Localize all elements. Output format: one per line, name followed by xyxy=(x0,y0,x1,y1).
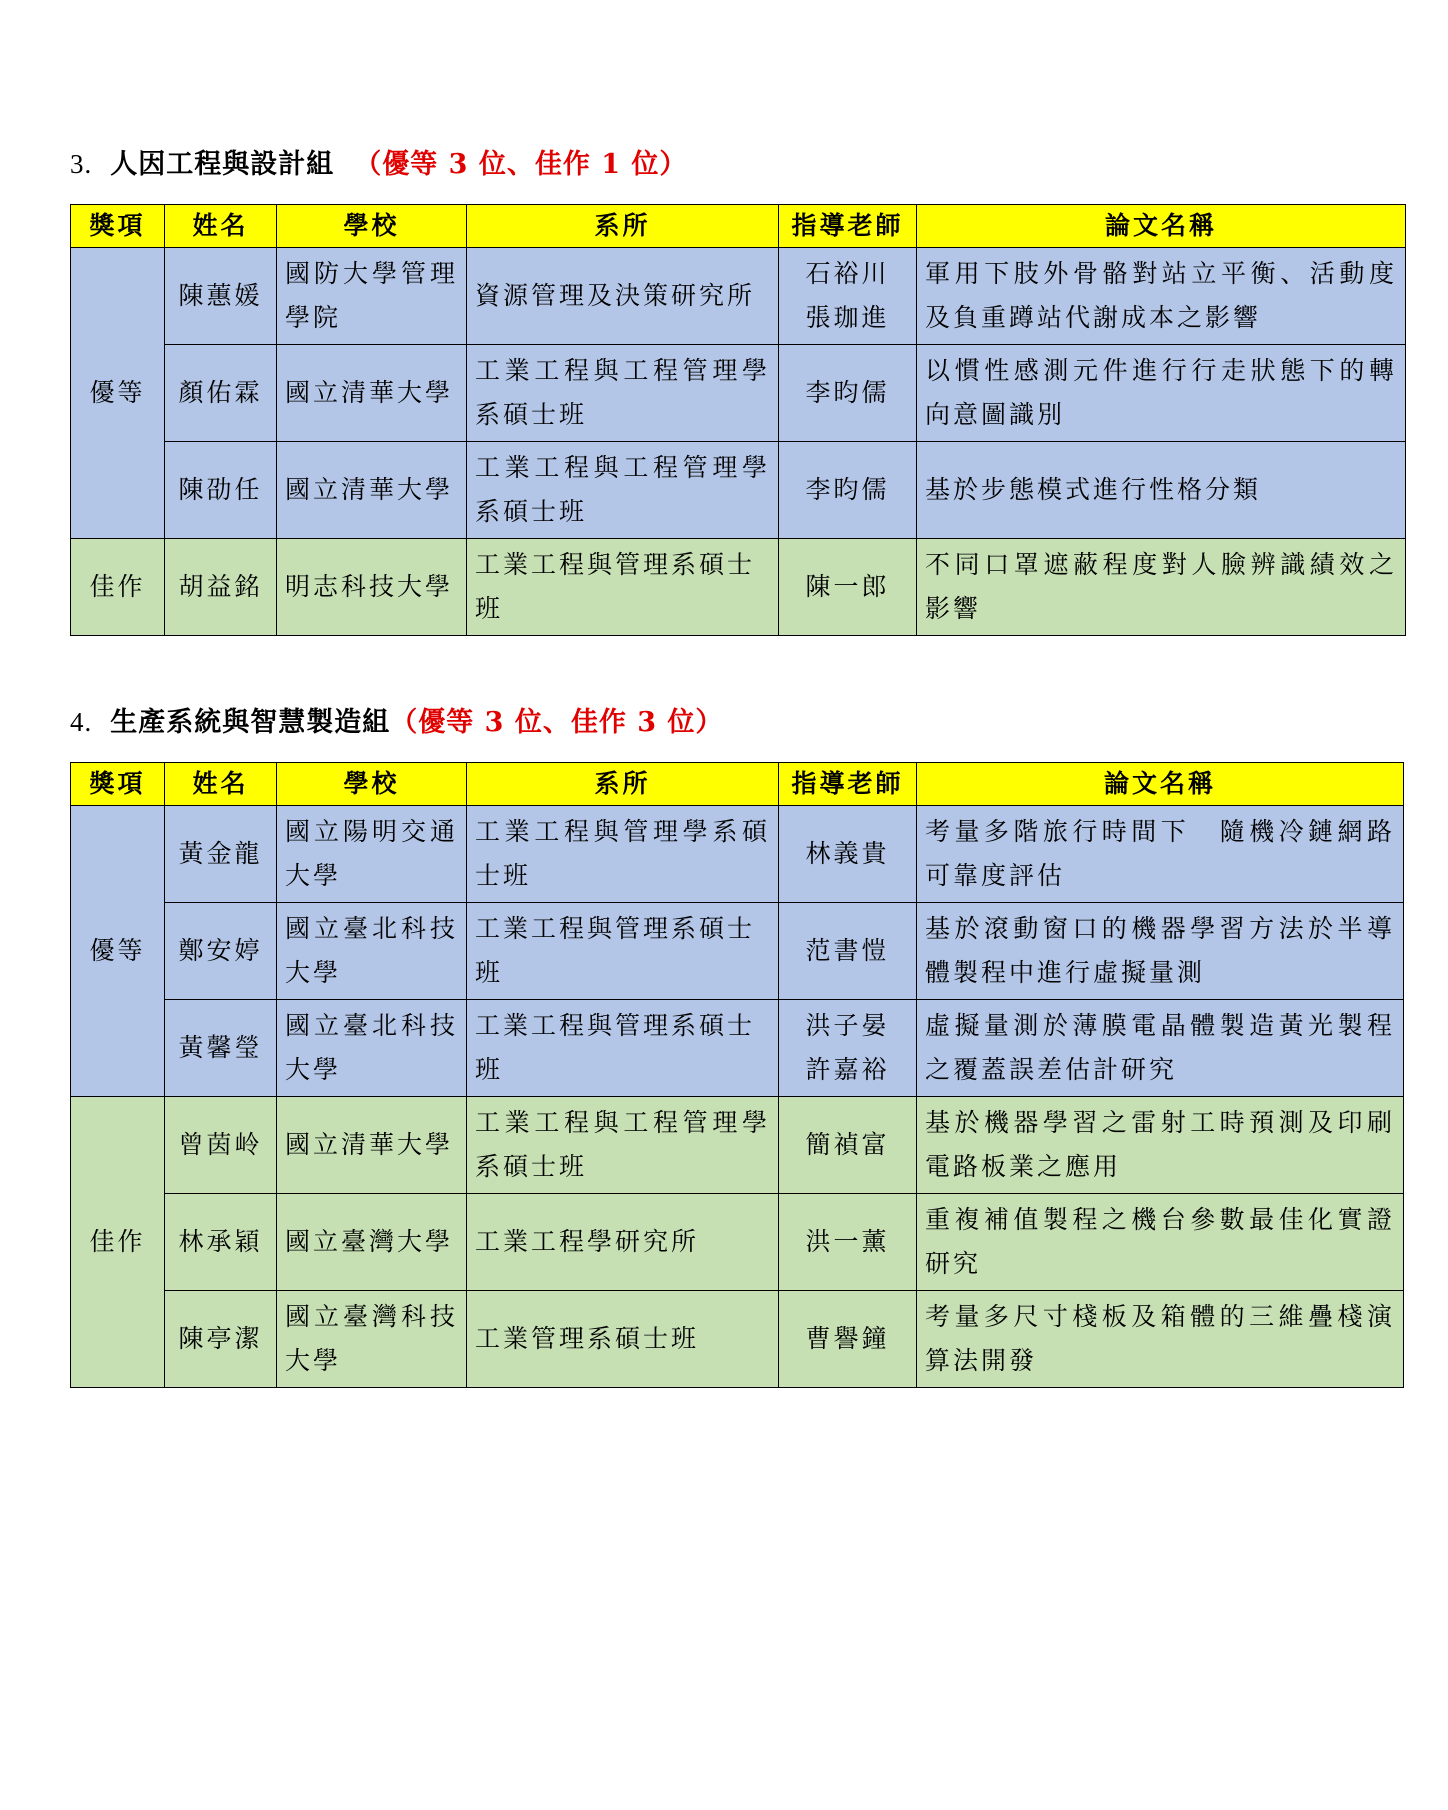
advisor-name: 洪一薰 xyxy=(805,1227,890,1256)
table-row xyxy=(71,1097,1404,1194)
header-award: 獎項 xyxy=(71,205,165,248)
advisor xyxy=(779,1291,917,1388)
school: 國立清華大學 xyxy=(277,345,467,442)
department: 資源管理及決策研究所 xyxy=(467,248,779,345)
advisor xyxy=(779,1097,917,1194)
advisor xyxy=(779,806,917,903)
advisor-name: 陳一郎 xyxy=(805,572,890,601)
school: 國立臺北科技大學 xyxy=(277,1000,467,1097)
school: 國立清華大學 xyxy=(277,1097,467,1194)
thesis-title: 基於機器學習之雷射工時預測及印刷電路板業之應用 xyxy=(917,1097,1404,1194)
header-department: 系所 xyxy=(467,205,779,248)
advisor xyxy=(779,248,917,345)
school: 國防大學管理學院 xyxy=(277,248,467,345)
school: 國立臺灣大學 xyxy=(277,1194,467,1291)
section-name: 人因工程與設計組 xyxy=(110,149,335,180)
department: 工業工程與工程管理學系碩士班 xyxy=(467,1097,779,1194)
thesis-title: 考量多階旅行時間下 隨機冷鏈網路可靠度評估 xyxy=(917,806,1404,903)
table-row xyxy=(71,903,1404,1000)
advisor-name: 洪子晏 xyxy=(805,1011,890,1040)
header-advisor: 指導老師 xyxy=(779,205,917,248)
student-name: 林承穎 xyxy=(165,1194,277,1291)
student-name: 陳劭任 xyxy=(165,442,277,539)
thesis-title: 不同口罩遮蔽程度對人臉辨識績效之影響 xyxy=(917,539,1406,636)
thesis-title: 重複補值製程之機台參數最佳化實證研究 xyxy=(917,1194,1404,1291)
advisor xyxy=(779,539,917,636)
advisor xyxy=(779,903,917,1000)
table-header-row xyxy=(71,763,1404,806)
table-row xyxy=(71,539,1406,636)
advisor-name: 李昀儒 xyxy=(805,475,890,504)
award-honorable-cell: 佳作 xyxy=(71,1097,165,1388)
advisor-name: 張珈進 xyxy=(805,303,890,332)
header-thesis-title: 論文名稱 xyxy=(917,205,1406,248)
award-excellent-cell: 優等 xyxy=(71,248,165,539)
student-name: 胡益銘 xyxy=(165,539,277,636)
section-3-title xyxy=(70,142,687,181)
advisor xyxy=(779,442,917,539)
thesis-title: 基於步態模式進行性格分類 xyxy=(917,442,1406,539)
advisor-name: 許嘉裕 xyxy=(805,1055,890,1084)
student-name: 黃馨瑩 xyxy=(165,1000,277,1097)
student-name: 陳亭潔 xyxy=(165,1291,277,1388)
school: 明志科技大學 xyxy=(277,539,467,636)
school: 國立清華大學 xyxy=(277,442,467,539)
department: 工業工程與管理系碩士班 xyxy=(467,903,779,1000)
award-table-section-4 xyxy=(70,762,1404,1388)
advisor-name: 曹譽鐘 xyxy=(805,1324,890,1353)
thesis-title: 以慣性感測元件進行行走狀態下的轉向意圖識別 xyxy=(917,345,1406,442)
table-header-row xyxy=(71,205,1406,248)
advisor xyxy=(779,1194,917,1291)
section-number: 3. xyxy=(70,149,93,179)
student-name: 黃金龍 xyxy=(165,806,277,903)
section-number: 4. xyxy=(70,707,93,737)
advisor-name: 林義貴 xyxy=(805,839,890,868)
student-name: 鄭安婷 xyxy=(165,903,277,1000)
section-4-title xyxy=(70,700,723,739)
advisor-name: 簡禎富 xyxy=(805,1130,890,1159)
advisor xyxy=(779,345,917,442)
department: 工業工程與管理學系碩士班 xyxy=(467,806,779,903)
school: 國立陽明交通大學 xyxy=(277,806,467,903)
header-advisor: 指導老師 xyxy=(779,763,917,806)
thesis-title: 虛擬量測於薄膜電晶體製造黃光製程之覆蓋誤差估計研究 xyxy=(917,1000,1404,1097)
section-quota: （優等 3 位、佳作 3 位） xyxy=(390,707,724,738)
school: 國立臺灣科技大學 xyxy=(277,1291,467,1388)
section-name: 生產系統與智慧製造組 xyxy=(110,707,391,738)
award-table-section-3 xyxy=(70,204,1406,636)
table-row xyxy=(71,1194,1404,1291)
header-name: 姓名 xyxy=(165,205,277,248)
student-name: 陳蕙媛 xyxy=(165,248,277,345)
header-award: 獎項 xyxy=(71,763,165,806)
advisor-name: 范書愷 xyxy=(805,936,890,965)
department: 工業管理系碩士班 xyxy=(467,1291,779,1388)
thesis-title: 軍用下肢外骨骼對站立平衡、活動度及負重蹲站代謝成本之影響 xyxy=(917,248,1406,345)
thesis-title: 基於滾動窗口的機器學習方法於半導體製程中進行虛擬量測 xyxy=(917,903,1404,1000)
school: 國立臺北科技大學 xyxy=(277,903,467,1000)
department: 工業工程與工程管理學系碩士班 xyxy=(467,345,779,442)
header-school: 學校 xyxy=(277,763,467,806)
department: 工業工程學研究所 xyxy=(467,1194,779,1291)
advisor-name: 李昀儒 xyxy=(805,378,890,407)
table-row xyxy=(71,1000,1404,1097)
department: 工業工程與管理系碩士班 xyxy=(467,1000,779,1097)
header-thesis-title: 論文名稱 xyxy=(917,763,1404,806)
header-name: 姓名 xyxy=(165,763,277,806)
advisor-name: 石裕川 xyxy=(805,259,890,288)
department: 工業工程與管理系碩士班 xyxy=(467,539,779,636)
advisor xyxy=(779,1000,917,1097)
thesis-title: 考量多尺寸棧板及箱體的三維疊棧演算法開發 xyxy=(917,1291,1404,1388)
student-name: 顏佑霖 xyxy=(165,345,277,442)
section-quota: （優等 3 位、佳作 1 位） xyxy=(354,149,688,180)
student-name: 曾茵岭 xyxy=(165,1097,277,1194)
award-excellent-cell: 優等 xyxy=(71,806,165,1097)
table-row xyxy=(71,248,1406,345)
table-row xyxy=(71,806,1404,903)
table-row xyxy=(71,442,1406,539)
table-row xyxy=(71,1291,1404,1388)
department: 工業工程與工程管理學系碩士班 xyxy=(467,442,779,539)
table-row xyxy=(71,345,1406,442)
award-honorable-cell: 佳作 xyxy=(71,539,165,636)
header-school: 學校 xyxy=(277,205,467,248)
header-department: 系所 xyxy=(467,763,779,806)
